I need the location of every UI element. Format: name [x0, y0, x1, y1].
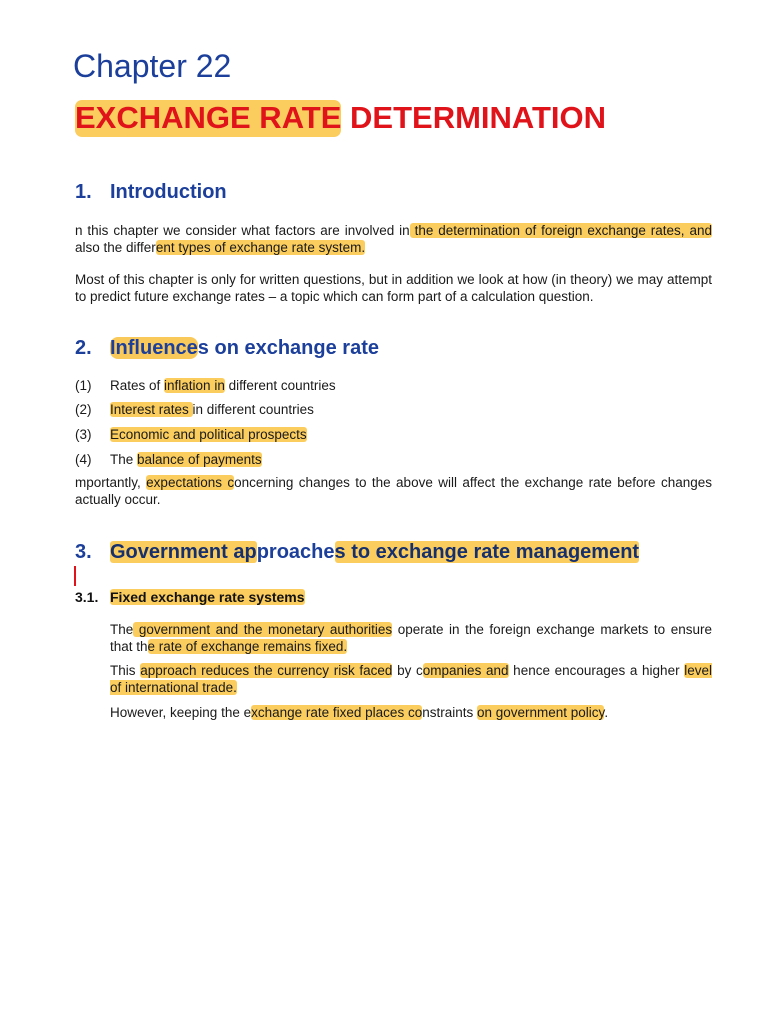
highlight-span: xchange rate fixed places co: [251, 705, 423, 720]
list-item: [75, 426, 307, 443]
list-index: (3): [75, 427, 92, 442]
section-2-title-highlight: Influence: [110, 337, 198, 359]
text-span: The: [110, 452, 138, 467]
highlight-span: inflation in: [164, 378, 225, 393]
title-rest: DETERMINATION: [341, 100, 607, 135]
chapter-title: [75, 98, 606, 138]
highlight-span: ent types of exchange rate system.: [155, 239, 366, 255]
chapter-label: Chapter 22: [73, 48, 232, 84]
list-index: (4): [75, 452, 92, 467]
text-span: Rates of: [110, 378, 165, 393]
section-3-paragraph-2: [110, 663, 712, 696]
text-span: However, keeping the e: [110, 705, 252, 720]
text-span: The: [110, 622, 134, 637]
text-span: .: [604, 705, 609, 720]
section-3-number: 3.: [75, 541, 92, 563]
section-3-heading: [75, 538, 639, 566]
section-1-number: 1.: [75, 181, 92, 203]
text-span: n this chapter we consider what factors are involved in: [75, 223, 410, 238]
highlight-span: the determination of foreign exchange rates, and: [409, 223, 712, 238]
section-1-heading: [75, 178, 227, 206]
text-span: mportantly,: [75, 475, 147, 490]
text-span: oncerning changes to the above will affect the exchange rate before changes actually occur.: [75, 475, 712, 507]
section-2-note: [75, 475, 712, 508]
highlight-span: s to exchange rate management: [334, 541, 640, 563]
highlight-span: Interest rates: [110, 402, 193, 417]
section-1-paragraph-1: [75, 223, 712, 256]
list-index: (1): [75, 378, 92, 393]
list-item: [75, 401, 314, 418]
section-2-number: 2.: [75, 337, 92, 359]
subsection-title: Fixed exchange rate systems: [110, 589, 305, 605]
subsection-number: 3.1.: [75, 589, 99, 605]
text-span: This: [110, 663, 141, 678]
section-3-paragraph-1: [110, 622, 712, 655]
highlight-span: government and the monetary authorities: [133, 622, 393, 637]
highlight-span: balance of payments: [137, 452, 262, 467]
section-3-paragraph-3: [110, 705, 712, 722]
highlight-span: e rate of exchange remains fixed.: [147, 638, 348, 654]
highlight-span: ompanies and: [422, 663, 509, 678]
text-span: also the differ: [75, 239, 156, 255]
highlight-span: Economic and political prospects: [110, 427, 307, 442]
subsection-3-1-heading: [75, 588, 305, 606]
section-1-paragraph-2: Most of this chapter is only for written questions, but in addition we look at how (in theory) we may attempt to predict future exchange rates – a topic which can form part of a calculation question.: [75, 272, 712, 304]
text-span: in different countries: [192, 402, 314, 417]
margin-marker: [74, 566, 76, 586]
text-span: by c: [392, 663, 423, 678]
section-2-heading: [75, 334, 379, 362]
list-item: [75, 377, 336, 394]
highlight-span: Government ap: [110, 541, 257, 563]
text-span: different countries: [224, 378, 336, 393]
text-span: operate in the foreign exchange markets to ensure that th: [110, 622, 713, 654]
text-span: proache: [256, 541, 335, 563]
section-1-title: Introduction: [110, 181, 227, 203]
text-span: hence encourages a higher: [508, 663, 685, 678]
highlight-span: on government policy: [476, 705, 605, 720]
highlight-span: approach reduces the currency risk faced: [140, 663, 393, 678]
title-highlighted: EXCHANGE RATE: [75, 100, 342, 135]
list-index: (2): [75, 402, 92, 417]
section-2-title-rest: s on exchange rate: [197, 337, 379, 359]
highlight-span: level of international trade.: [110, 663, 713, 695]
highlight-span: expectations c: [146, 475, 235, 490]
text-span: nstraints: [422, 705, 477, 720]
list-item: [75, 451, 262, 468]
